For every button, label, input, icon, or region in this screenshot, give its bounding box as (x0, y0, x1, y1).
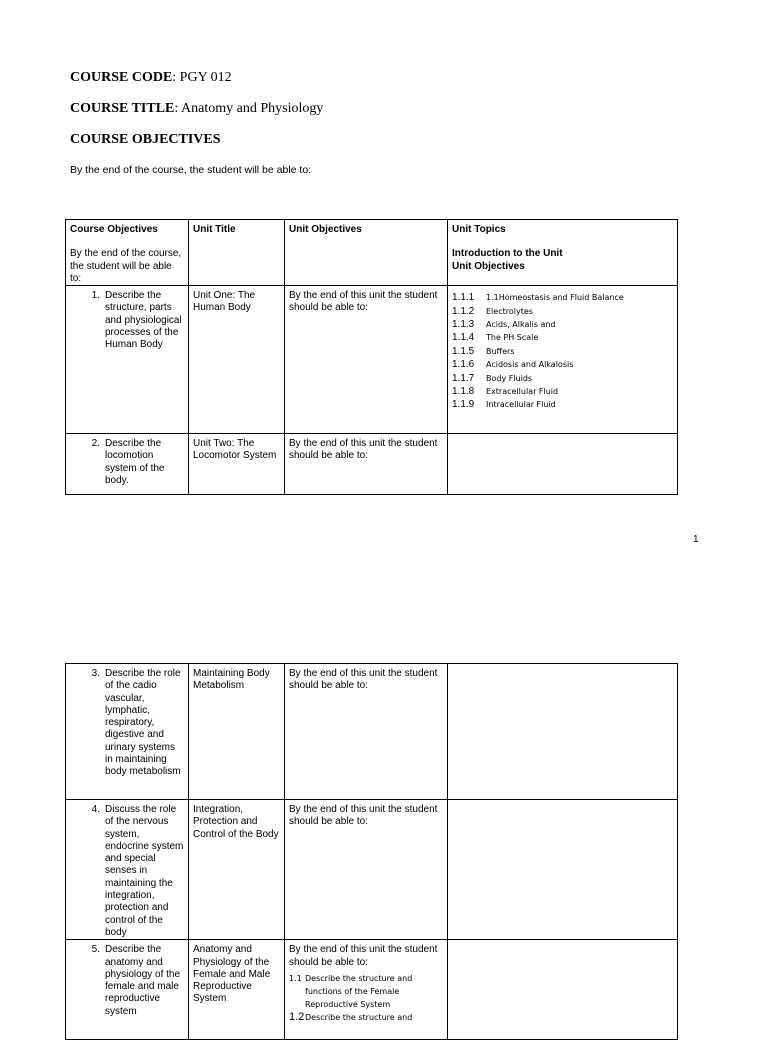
unit-topics (448, 800, 678, 940)
header-unit-title: Unit Title (189, 220, 285, 286)
intro-text: By the end of the course, the student will be able to: (70, 164, 312, 176)
course-code-label: COURSE CODE (70, 70, 173, 85)
topic-item: 1.1.7 Body Fluids (452, 372, 533, 384)
header-course-objectives: Course Objectives By the end of the course, the student will be able to: (66, 220, 189, 286)
unit-title: Integration, Protection and Control of the Body (189, 800, 285, 940)
objectives-table-page1 (65, 219, 678, 495)
topic-item: 1.1.8 Extracellular Fluid (452, 385, 559, 397)
topic-item: 1.1.5 Buffers (452, 345, 515, 357)
unit-objective: By the end of this unit the student should be able to: (285, 800, 448, 940)
table-row: 3. Describe the role of the cadio vascular, lymphatic, respiratory, digestive and urinary systems in maintaining body metabolism Maintaining Body Metabolism By the end of this unit the student should be able to: (66, 664, 678, 800)
unit-objective: By the end of this unit the student should be able to: 1.1 Describe the structure and functions of the Female Reproductive System 1.2 Describe the structure and (285, 940, 448, 1040)
course-objective: Describe the locomotion system of the body. (105, 438, 165, 487)
course-objective: Discuss the role of the nervous system, endocrine system and special senses in maintaining the integration, protection and control of the body (105, 804, 184, 938)
course-objective: Describe the anatomy and physiology of the female and male reproductive system (105, 944, 181, 1017)
unit-title: Unit One: The Human Body (189, 286, 285, 434)
sub-objective: 1.1 Describe the structure and functions of the Female Reproductive System (289, 973, 413, 1009)
course-code (70, 70, 232, 86)
unit-topics (448, 434, 678, 495)
unit-title: Unit Two: The Locomotor System (189, 434, 285, 495)
course-title-label: COURSE TITLE (70, 101, 175, 116)
unit-topics (448, 286, 678, 434)
table-header-row (66, 220, 678, 286)
course-code-value: : PGY 012 (172, 70, 232, 85)
table-row: 2. Describe the locomotion system of the body. Unit Two: The Locomotor System By the end of this unit the student should be able to: (66, 434, 678, 495)
header-unit-objectives: Unit Objectives (285, 220, 448, 286)
unit-objective: By the end of this unit the student should be able to: (285, 286, 448, 434)
unit-title: Anatomy and Physiology of the Female and Male Reproductive System (189, 940, 285, 1040)
topic-item: 1.1.1 1.1Homeostasis and Fluid Balance (452, 292, 624, 304)
topic-item: 1.1.9 Intracellular Fluid (452, 399, 556, 411)
course-objective: Describe the structure, parts and physiological processes of the Human Body (105, 290, 182, 351)
course-title-value: : Anatomy and Physiology (174, 101, 324, 116)
topic-item: 1.1.4 The PH Scale (452, 332, 539, 344)
course-objective: Describe the role of the cadio vascular, lymphatic, respiratory, digestive and urinary systems in maintaining body metabolism (105, 668, 181, 778)
page-number: 1 (693, 534, 699, 545)
topic-item: 1.1.3 Acids, Alkalis and (452, 318, 556, 330)
unit-objective: By the end of this unit the student should be able to: (285, 664, 448, 800)
unit-topics (448, 664, 678, 800)
unit-title: Maintaining Body Metabolism (189, 664, 285, 800)
course-title (70, 101, 323, 117)
unit-objective: By the end of this unit the student should be able to: (285, 434, 448, 495)
table-row: 4. Discuss the role of the nervous system, endocrine system and special senses in maintaining the integration, protection and control of the body Integration, Protection and Control of the Body By the end of this unit the student should be able to: (66, 800, 678, 940)
header-unit-topics: Unit Topics Introduction to the Unit Unit Objectives (448, 220, 678, 286)
unit-topics (448, 940, 678, 1040)
table-row: 5. Describe the anatomy and physiology of the female and male reproductive system Anatomy and Physiology of the Female and Male Reproductive System By the end of this unit the student should be able to: 1.1 Describe the structure and functions of the Female Reproductive System 1.2 Describe the structure and (66, 940, 678, 1040)
objectives-table-page2 (65, 663, 678, 1040)
topic-item: 1.1.2 Electrolytes (452, 305, 533, 317)
objectives-heading: COURSE OBJECTIVES (70, 132, 221, 147)
topic-item: 1.1.6 Acidosis and Alkalosis (452, 359, 574, 371)
sub-objective: 1.2 Describe the structure and (289, 1010, 413, 1023)
table-row: 1. Describe the structure, parts and physiological processes of the Human Body Unit One: The Human Body By the end of this unit the student should be able to: 1.1.1 1.1Homeostasis and Fluid Balance 1.1.2 Electrolytes 1.1.3 Acids, Alkalis and 1.1.4 The PH Scale 1.1.5 Buffers 1.1.6 Acidosis and Alkalosis 1.1.7 Body Fluids 1.1.8 Extracellular Fluid 1.1.9 Intracellular Fluid (66, 286, 678, 434)
